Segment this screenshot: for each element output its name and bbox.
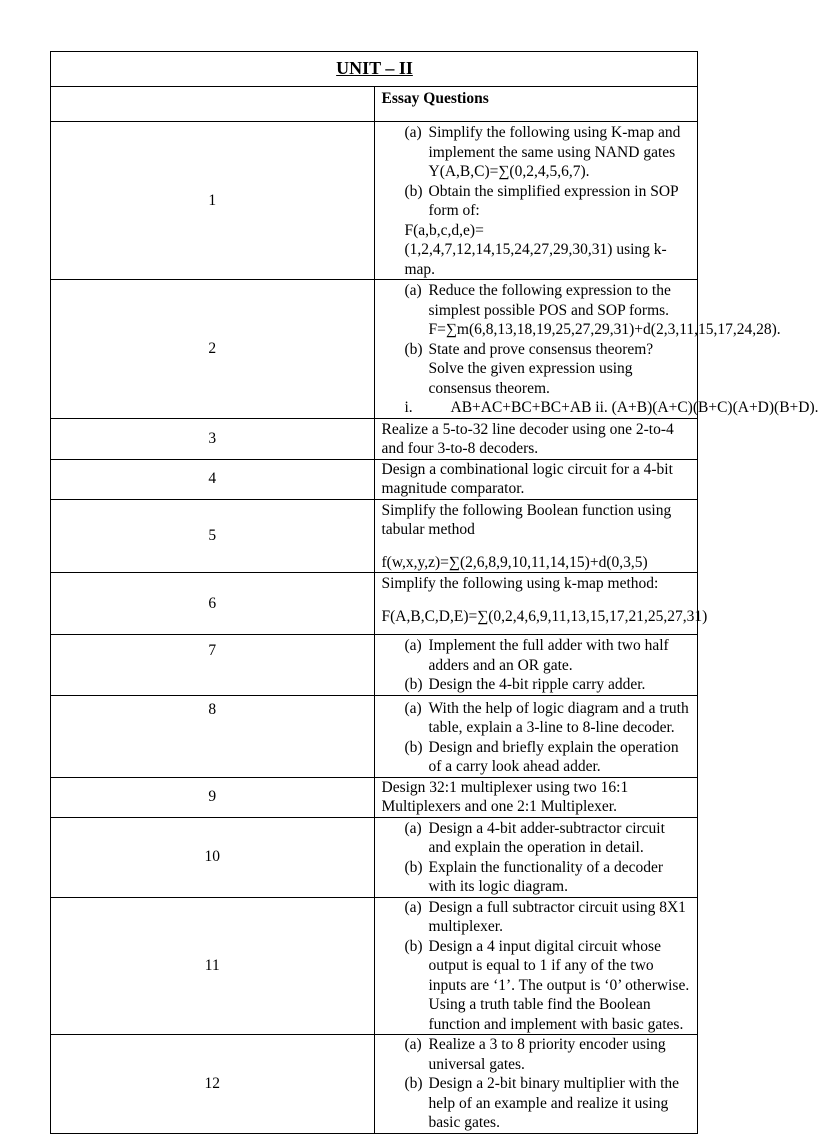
header-row [51, 87, 698, 122]
question-expression: F(A,B,C,D,E)=∑(0,2,4,6,9,11,13,15,17,21,25,27,31) [381, 607, 708, 625]
item-text: Design a 2-bit binary multiplier with the help of an example and realize it using basic gates. [428, 1075, 680, 1131]
question-body [374, 635, 698, 696]
question-row-8 [51, 695, 698, 777]
question-text: Simplify the following Boolean function using tabular method [381, 501, 672, 538]
question-number: 12 [51, 1035, 375, 1134]
item-label: (a) [404, 819, 422, 837]
question-text: Realize a 5-to-32 line decoder using one 2-to-4 and four 3-to-8 decoders. [374, 418, 698, 459]
question-item [382, 1074, 692, 1133]
question-items [382, 1035, 692, 1133]
question-item [382, 123, 692, 182]
question-number: 5 [51, 499, 375, 573]
item-text: State and prove consensus theorem? Solve the given expression using consensus theorem. [428, 340, 654, 397]
question-row-9 [51, 777, 698, 817]
tail-text: AB+AC+BC+BC+AB ii. (A+B)(A+C)(B+C)(A+D)(B+D). [450, 399, 819, 416]
question-row-7 [51, 635, 698, 696]
question-body [374, 122, 698, 280]
question-item [382, 819, 692, 858]
question-item [382, 738, 692, 777]
question-item [382, 340, 692, 399]
question-items [382, 636, 692, 695]
item-text: Obtain the simplified expression in SOP form of: [428, 182, 679, 219]
question-number: 9 [51, 777, 375, 817]
item-label: (a) [404, 124, 422, 141]
tail-label: i. [404, 399, 413, 416]
item-label: (b) [404, 738, 423, 756]
item-text: Design the 4-bit ripple carry adder. [428, 676, 646, 693]
question-row-6 [51, 573, 698, 635]
question-body [374, 817, 698, 897]
item-text: Design a 4 input digital circuit whose output is equal to 1 if any of the two inputs are ‘1’. The output is ‘0’ otherwise. Using a truth table find the Boolean function and implement with basic gates. [428, 937, 690, 1033]
item-label: (a) [404, 1036, 422, 1053]
question-row-5 [51, 499, 698, 573]
question-items [382, 123, 692, 221]
item-text: With the help of logic diagram and a truth table, explain a 3-line to 8-line decoder. [428, 699, 689, 736]
section-header: Essay Questions [374, 87, 698, 122]
question-body [374, 1035, 698, 1134]
question-number: 6 [51, 573, 375, 635]
item-label: (b) [404, 858, 423, 876]
question-number: 8 [51, 695, 375, 777]
item-text: Implement the full adder with two half adders and an OR gate. [428, 637, 669, 674]
item-label: (a) [404, 637, 422, 654]
item-text: Design and briefly explain the operation of a carry look ahead adder. [428, 738, 679, 775]
item-text: Reduce the following expression to the simplest possible POS and SOP forms. F=∑m(6,8,13,18,19,25,27,29,31)+d(2,3,11,15,17,24,28). [428, 282, 781, 338]
question-item [382, 937, 692, 1035]
question-table [50, 51, 819, 1134]
question-row-1 [51, 122, 698, 280]
question-item [382, 636, 692, 675]
question-text: Simplify the following using k-map method: [381, 575, 659, 592]
question-item [382, 699, 692, 738]
question-item [382, 182, 692, 221]
item-text: Design a 4-bit adder-subtractor circuit and explain the operation in detail. [428, 819, 665, 856]
question-row-4 [51, 459, 698, 499]
question-item [382, 281, 781, 340]
item-label: (b) [404, 340, 423, 358]
question-number: 7 [51, 635, 375, 696]
question-number: 10 [51, 817, 375, 897]
question-row-3 [51, 418, 698, 459]
question-text: Design 32:1 multiplexer using two 16:1 Multiplexers and one 2:1 Multiplexer. [374, 777, 698, 817]
item-label: (b) [404, 676, 423, 693]
item-label: (a) [404, 282, 422, 299]
question-number: 2 [51, 280, 375, 419]
question-number: 11 [51, 897, 375, 1035]
item-label: (b) [404, 1075, 423, 1092]
item-text: Realize a 3 to 8 priority encoder using universal gates. [428, 1036, 666, 1073]
question-items [382, 699, 692, 777]
question-expression: f(w,x,y,z)=∑(2,6,8,9,10,11,14,15)+d(0,3,5) [381, 553, 648, 571]
question-body [374, 280, 819, 419]
question-item [382, 1035, 692, 1074]
question-body [374, 695, 698, 777]
item-text: Explain the functionality of a decoder with its logic diagram. [428, 858, 664, 895]
question-body [374, 499, 698, 573]
question-tail: F(a,b,c,d,e)=(1,2,4,7,12,14,15,24,27,29,30,31) using k-map. [404, 221, 667, 278]
item-text: Simplify the following using K-map and implement the same using NAND gates Y(A,B,C)=∑(0,2,4,5,6,7). [428, 124, 681, 180]
question-row-10 [51, 817, 698, 897]
item-label: (a) [404, 699, 422, 717]
question-items [382, 819, 692, 897]
item-text: Design a full subtractor circuit using 8X1 multiplexer. [428, 898, 686, 935]
question-row-12 [51, 1035, 698, 1134]
item-label: (b) [404, 937, 423, 955]
unit-title: UNIT – II [336, 57, 413, 78]
question-item [382, 675, 692, 695]
question-number: 1 [51, 122, 375, 280]
title-row [51, 52, 698, 87]
question-row-2 [51, 280, 698, 419]
question-body [374, 573, 708, 635]
question-number: 4 [51, 459, 375, 499]
item-label: (b) [404, 182, 423, 200]
question-item [382, 898, 692, 937]
question-body [374, 897, 698, 1035]
title-cell [51, 52, 698, 87]
question-tail [382, 398, 819, 418]
question-row-11 [51, 897, 698, 1035]
question-items [382, 281, 781, 398]
question-items [382, 898, 692, 1035]
header-num-cell [51, 87, 375, 122]
question-text: Design a combinational logic circuit for a 4-bit magnitude comparator. [374, 459, 698, 499]
question-number: 3 [51, 418, 375, 459]
item-label: (a) [404, 898, 422, 916]
question-item [382, 858, 692, 897]
